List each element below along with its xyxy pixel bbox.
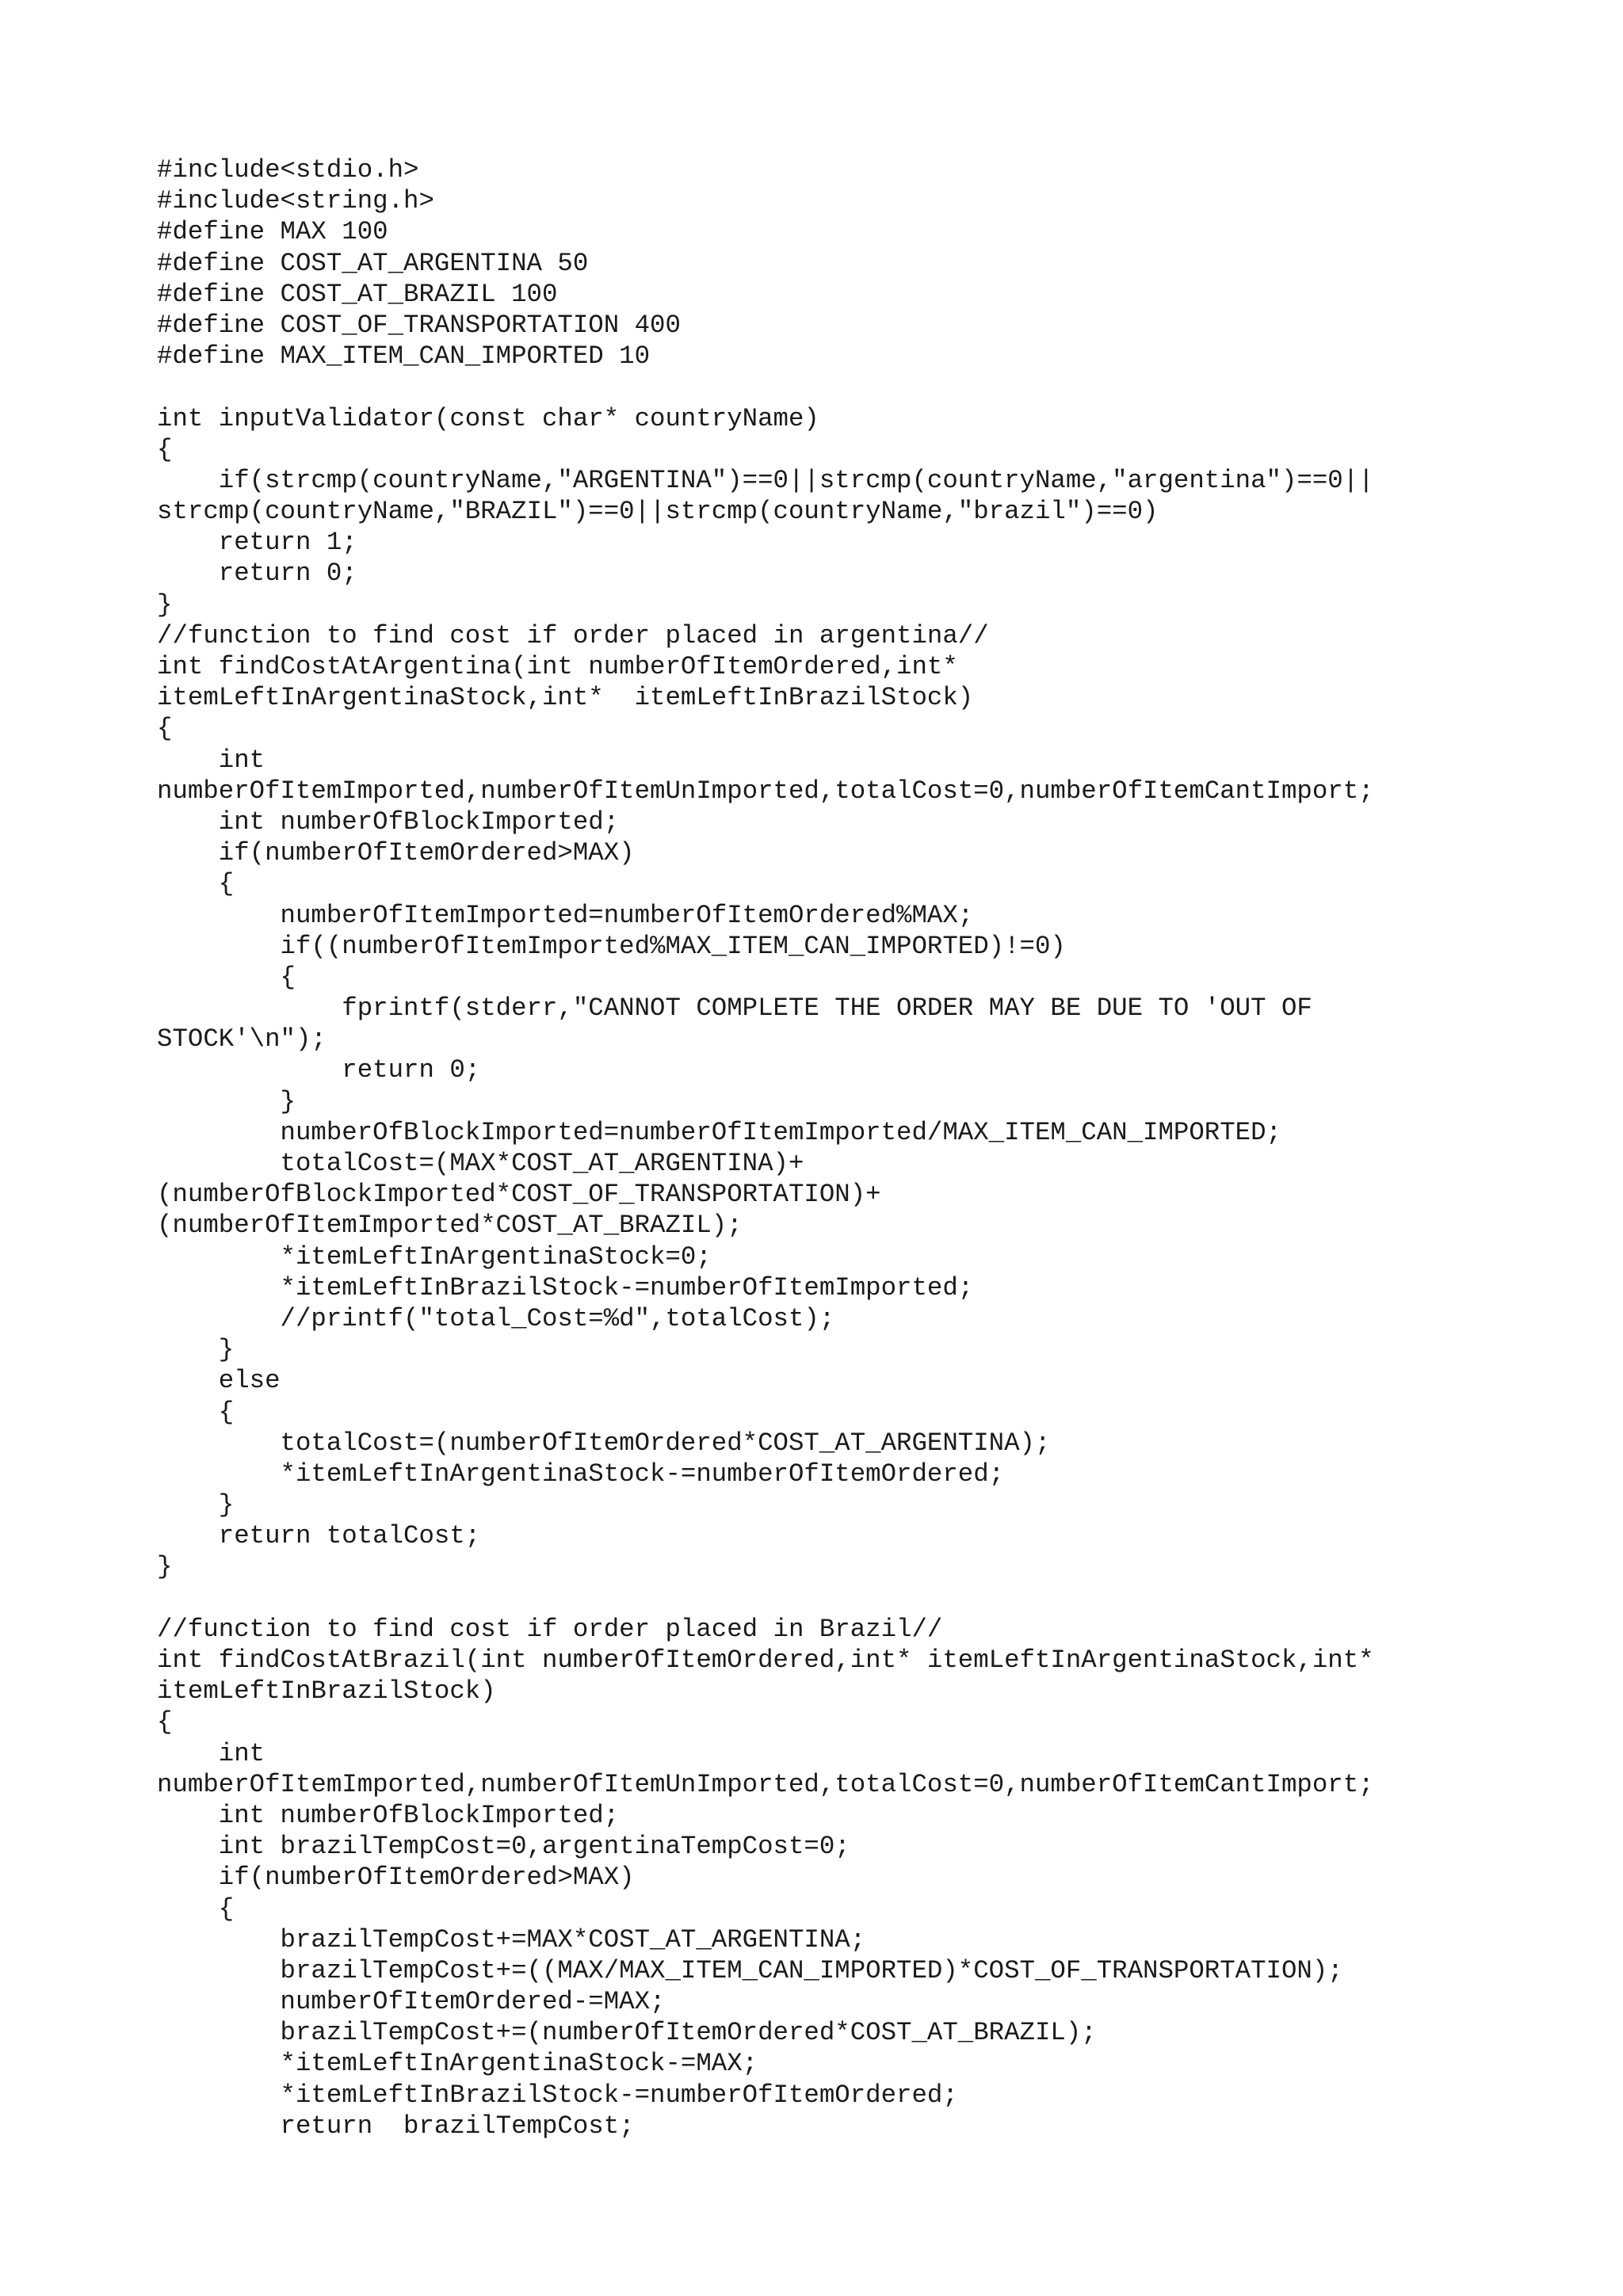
- code-line: if(strcmp(countryName,"ARGENTINA")==0||strcmp(countryName,"argentina")==0||: [157, 465, 1374, 495]
- code-line: if(numberOfItemOrdered>MAX): [157, 1863, 635, 1893]
- code-line: int numberOfBlockImported;: [157, 1800, 620, 1830]
- code-line: itemLeftInArgentinaStock,int* itemLeftInBrazilStock): [157, 683, 974, 713]
- code-line: #define COST_AT_BRAZIL 100: [157, 279, 558, 309]
- code-line: {: [157, 714, 173, 744]
- code-line: {: [157, 434, 173, 464]
- code-line: itemLeftInBrazilStock): [157, 1676, 496, 1707]
- code-line: #include<stdio.h>: [157, 155, 419, 185]
- code-line: }: [157, 1086, 296, 1116]
- code-line: }: [157, 1490, 235, 1520]
- code-line: }: [157, 1552, 173, 1582]
- code-line: }: [157, 1335, 235, 1365]
- code-line: if((numberOfItemImported%MAX_ITEM_CAN_IMPORTED)!=0): [157, 931, 1066, 961]
- code-line: *itemLeftInBrazilStock-=numberOfItemImported;: [157, 1272, 974, 1302]
- code-line: {: [157, 1707, 173, 1737]
- code-line: return totalCost;: [157, 1521, 481, 1551]
- code-line: numberOfItemImported,numberOfItemUnImported,totalCost=0,numberOfItemCantImport;: [157, 1769, 1374, 1799]
- code-line: brazilTempCost+=((MAX/MAX_ITEM_CAN_IMPORTED)*COST_OF_TRANSPORTATION);: [157, 1955, 1343, 1985]
- code-line: brazilTempCost+=MAX*COST_AT_ARGENTINA;: [157, 1924, 866, 1955]
- code-line: }: [157, 589, 173, 620]
- code-line: {: [157, 869, 235, 899]
- code-line: *itemLeftInArgentinaStock-=MAX;: [157, 2049, 758, 2079]
- code-listing: [157, 154, 1496, 2142]
- code-line: [157, 372, 1496, 402]
- code-line: {: [157, 962, 296, 992]
- code-line: #define COST_AT_ARGENTINA 50: [157, 248, 589, 278]
- code-line: (numberOfBlockImported*COST_OF_TRANSPORTATION)+: [157, 1180, 881, 1210]
- code-line: if(numberOfItemOrdered>MAX): [157, 838, 635, 868]
- code-line: int findCostAtBrazil(int numberOfItemOrdered,int* itemLeftInArgentinaStock,int*: [157, 1646, 1374, 1675]
- code-line: #define MAX_ITEM_CAN_IMPORTED 10: [157, 341, 651, 372]
- code-line: //printf("total_Cost=%d",totalCost);: [157, 1303, 835, 1333]
- code-line: #include<string.h>: [157, 186, 434, 216]
- code-line: return 0;: [157, 1055, 481, 1085]
- code-line: STOCK'\n");: [157, 1024, 327, 1055]
- code-line: numberOfItemImported,numberOfItemUnImported,totalCost=0,numberOfItemCantImport;: [157, 776, 1374, 806]
- code-line: return brazilTempCost;: [157, 2111, 635, 2141]
- code-line: else: [157, 1366, 281, 1396]
- code-line: int findCostAtArgentina(int numberOfItemOrdered,int*: [157, 652, 958, 681]
- code-line: fprintf(stderr,"CANNOT COMPLETE THE ORDER MAY BE DUE TO 'OUT OF: [157, 994, 1312, 1024]
- code-line: {: [157, 1894, 235, 1924]
- code-line: numberOfItemOrdered-=MAX;: [157, 1987, 666, 2017]
- code-line: int: [157, 1738, 265, 1768]
- code-line: int numberOfBlockImported;: [157, 807, 620, 837]
- code-line: strcmp(countryName,"BRAZIL")==0||strcmp(countryName,"brazil")==0): [157, 497, 1159, 527]
- code-line: numberOfItemImported=numberOfItemOrdered%MAX;: [157, 900, 974, 930]
- code-line: #define MAX 100: [157, 217, 388, 247]
- code-line: //function to find cost if order placed in Brazil//: [157, 1614, 943, 1644]
- code-line: *itemLeftInArgentinaStock-=numberOfItemOrdered;: [157, 1459, 1005, 1489]
- code-line: int inputValidator(const char* countryName): [157, 403, 819, 433]
- code-line: numberOfBlockImported=numberOfItemImported/MAX_ITEM_CAN_IMPORTED;: [157, 1117, 1281, 1147]
- code-line: {: [157, 1397, 235, 1427]
- code-line: *itemLeftInArgentinaStock=0;: [157, 1241, 712, 1272]
- code-line: int brazilTempCost=0,argentinaTempCost=0;: [157, 1832, 850, 1862]
- code-line: //function to find cost if order placed in argentina//: [157, 620, 989, 650]
- code-line: *itemLeftInBrazilStock-=numberOfItemOrdered;: [157, 2080, 958, 2110]
- code-line: return 0;: [157, 559, 357, 589]
- code-line: (numberOfItemImported*COST_AT_BRAZIL);: [157, 1211, 743, 1241]
- code-line: return 1;: [157, 528, 357, 558]
- code-line: totalCost=(numberOfItemOrdered*COST_AT_ARGENTINA);: [157, 1428, 1051, 1458]
- code-line: brazilTempCost+=(numberOfItemOrdered*COST_AT_BRAZIL);: [157, 2018, 1097, 2048]
- code-line: int: [157, 745, 265, 775]
- code-line: [157, 1583, 1496, 1614]
- code-line: #define COST_OF_TRANSPORTATION 400: [157, 310, 681, 340]
- code-line: totalCost=(MAX*COST_AT_ARGENTINA)+: [157, 1149, 804, 1178]
